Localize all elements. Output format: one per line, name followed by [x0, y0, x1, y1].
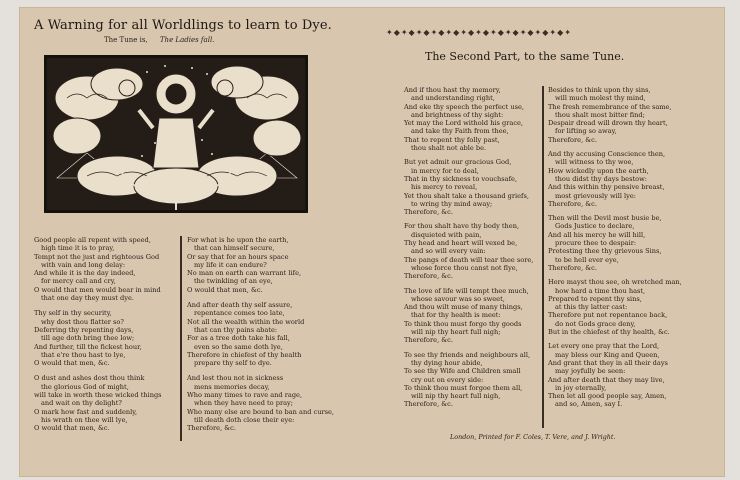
verse-line: when they have need to pray; [194, 399, 293, 408]
verse-line: Deferring thy repenting days, [34, 325, 134, 334]
verse-line: and so will every vain: [411, 247, 486, 256]
verse-line: will nip thy heart full nigh; [411, 328, 501, 337]
verse-line: procure thee to despair: [555, 239, 637, 248]
verse-line: Not all the wealth within the world [187, 317, 305, 326]
verse-line: And grant that they in all their days [548, 358, 668, 367]
verse-line: disquieted with pain, [411, 230, 482, 239]
verse-line: Who many else are bound to ban and curse, [187, 407, 334, 416]
stanza [34, 374, 162, 432]
verse-line: Good people all repent with speed, [34, 236, 151, 244]
stanza [404, 158, 533, 216]
verse-line: Therefore, &c. [404, 400, 453, 409]
stanza [404, 86, 533, 152]
stanza [34, 236, 162, 302]
verse-line: Therefore, &c. [404, 272, 453, 281]
verse-line: For thou shalt have thy body then, [404, 222, 520, 231]
verse-line: Therefore, &c. [404, 336, 453, 345]
verse-line: Yet thou shalt take a thousand griefs, [404, 191, 529, 200]
verse-line: my life it can endure? [194, 260, 267, 269]
verse-line: may bless our King and Queen, [555, 350, 660, 359]
verse-line: And if thou hast thy memory, [404, 86, 501, 94]
verse-line: That to repent thy folly past, [404, 135, 500, 144]
verse-line: will take in worth these wicked things [34, 391, 162, 400]
verse-line: his mercy to reveal, [411, 183, 478, 192]
verse-line: how hard a time thou hast, [555, 286, 646, 295]
verse-line: that e're thou hast to lye, [41, 350, 126, 359]
tune-label: The Tune is, [104, 36, 148, 44]
verse-line: and understanding right, [411, 94, 495, 103]
verse-line: For what is he upon the earth, [187, 236, 289, 244]
verse-line: with vain and long delay: [41, 260, 126, 269]
verse-line: in joy eternally, [555, 383, 607, 392]
verse-line: O would that men would bear in mind [34, 285, 161, 294]
verse-line: But yet admit our gracious God, [404, 158, 512, 167]
part1-column-rule [180, 236, 182, 441]
part2-column-left [404, 86, 533, 415]
stanza [548, 150, 682, 208]
stanza [404, 222, 533, 280]
verse-line: To see thy Wife and Children small [404, 367, 521, 376]
verse-line: Therefore, &c. [187, 424, 236, 433]
verse-line: and so, Amen, say I. [555, 400, 623, 409]
ornament-border: ✦◆✦◆✦◆✦◆✦◆✦◆✦◆✦◆✦◆✦◆✦◆✦◆✦ [386, 28, 572, 37]
verse-line: And after death that they may live, [548, 375, 665, 384]
part1-column-left [34, 236, 162, 440]
verse-line: till age doth bring thee low; [41, 334, 135, 343]
verse-line: Gods Justice to declare, [555, 222, 635, 231]
verse-line: Therefore in chiefest of thy health [187, 350, 302, 359]
verse-line: Therefore, &c. [548, 199, 597, 208]
verse-line: for mercy call and cry, [41, 277, 116, 286]
verse-line: whose savour was so sweet, [411, 294, 505, 303]
verse-line: For as a tree doth take his fall, [187, 334, 290, 343]
verse-line: To think thou must forgo thy goods [404, 319, 522, 328]
verse-line: his wrath on thee will lye, [41, 415, 128, 424]
verse-line: No man on earth can warrant life, [187, 269, 302, 278]
verse-line: will much molest thy mind, [555, 94, 646, 103]
verse-line: And eke thy speech the perfect use, [404, 102, 524, 111]
verse-line: Then will the Devil most busie be, [548, 214, 662, 223]
stanza [187, 301, 334, 367]
verse-line: O would that men, &c. [34, 359, 110, 368]
verse-line: whose force thou canst not flye, [411, 263, 518, 272]
verse-line: thou shalt most bitter find; [555, 110, 645, 119]
woodcut-art [47, 58, 305, 210]
verse-line: in mercy for to deal, [411, 166, 479, 175]
verse-line: Therefore, &c. [548, 135, 597, 144]
second-part-title: The Second Part, to the same Tune. [425, 50, 625, 63]
verse-line: To think thou must forgoe them all, [404, 383, 523, 392]
verse-line: Prepared to repent thy sins, [548, 294, 642, 303]
verse-line: will witness to thy woe, [555, 158, 634, 167]
verse-line: repentance comes too late, [194, 309, 285, 318]
verse-line: Thy head and heart will vexed be, [404, 239, 518, 248]
verse-line: till death doth close their eye: [194, 415, 295, 424]
verse-line: to be hell ever eye, [555, 255, 619, 264]
verse-line: most grievously will lye: [555, 191, 637, 200]
verse-line: cry out on every side: [411, 375, 484, 384]
verse-line: mens memories decay, [194, 382, 270, 391]
stanza [34, 309, 162, 367]
verse-line: prepare thy self to dye. [194, 359, 272, 368]
verse-line: Protesting thee thy grievous Sins, [548, 247, 662, 256]
tune-line [104, 36, 214, 44]
stanza [548, 342, 682, 408]
stanza [187, 236, 334, 294]
verse-line: That in thy sickness to vouchsafe, [404, 174, 518, 183]
verse-line: The love of life will tempt thee much, [404, 286, 529, 295]
verse-line: Tempt not the just and righteous God [34, 252, 160, 261]
verse-line: But in the chiefest of thy health, &c. [548, 328, 670, 337]
verse-line: Despair dread will drown thy heart, [548, 119, 668, 128]
verse-line: And all his mercy he will hill, [548, 230, 646, 239]
woodcut-illustration [44, 55, 308, 213]
stanza [548, 214, 682, 272]
verse-line: and brightness of thy sight: [411, 110, 504, 119]
verse-line: to wring thy mind away; [411, 199, 493, 208]
verse-line: may joyfully be seen: [555, 367, 626, 376]
verse-line: O would that men, &c. [34, 424, 110, 433]
verse-line: for lifting so away, [555, 127, 617, 136]
verse-line: O mark how fast and suddenly, [34, 407, 138, 416]
verse-line: and wait on thy delight? [41, 399, 122, 408]
ballad-title: A Warning for all Worldlings to learn to Dye. [34, 18, 332, 33]
verse-line: thou didst thy days bestow: [555, 174, 647, 183]
verse-line: Besides to think upon thy sins, [548, 86, 651, 94]
stanza [548, 86, 682, 144]
verse-line: Let every one pray that the Lord, [548, 342, 660, 351]
verse-line: The fresh remembrance of the same, [548, 102, 672, 111]
verse-line: Thy self in thy security, [34, 309, 112, 318]
stanza [404, 287, 533, 345]
verse-line: the glorious God of might, [41, 382, 129, 391]
verse-line: the twinkling of an eye, [194, 277, 273, 286]
verse-line: thou shalt not able be. [411, 144, 487, 153]
verse-line: and take thy Faith from thee, [411, 127, 509, 136]
verse-line: The pangs of death will tear thee sore, [404, 255, 534, 264]
verse-line: And thy accusing Conscience then, [548, 150, 666, 159]
verse-line: And while it is the day indeed, [34, 269, 136, 278]
imprint: London, Printed for F. Coles, T. Vere, and J. Wright. [450, 433, 616, 441]
verse-line: How wickedly upon the earth, [548, 166, 649, 175]
verse-line: O would that men, &c. [187, 285, 263, 294]
verse-line: that for thy health is meet: [411, 311, 501, 320]
verse-line: at this thy latter cast: [555, 303, 628, 312]
verse-line: that can himself secure, [194, 244, 275, 253]
verse-line: To see thy friends and neighbours all, [404, 350, 531, 359]
verse-line: And further, till the fickest hour, [34, 342, 142, 351]
verse-line: And thou wilt muse of many things, [404, 303, 523, 312]
part2-column-rule [542, 86, 544, 428]
verse-line: that can thy pains abate: [194, 325, 278, 334]
verse-line: Yet may the Lord withold his grace, [404, 119, 524, 128]
verse-line: why dost thou flatter so? [41, 317, 124, 326]
verse-line: do not Gods grace deny, [555, 319, 636, 328]
verse-line: that one day they must dye. [41, 294, 134, 303]
tune-name: The Ladies fall. [159, 36, 215, 44]
verse-line: high time it is to pray, [41, 244, 115, 253]
stanza [548, 278, 682, 336]
verse-line: Here mayst thou see, oh wretched man, [548, 278, 682, 287]
verse-line: Who many times to rave and rage, [187, 391, 303, 400]
stanza [187, 374, 334, 432]
verse-line: Therefore, &c. [404, 208, 453, 217]
verse-line: thy dying hour abide, [411, 358, 483, 367]
verse-line: And after death thy self assure, [187, 301, 293, 310]
verse-line: And this within thy pensive breast, [548, 183, 665, 192]
part1-column-right [187, 236, 334, 440]
verse-line: And lest thou not in sickness [187, 374, 284, 383]
verse-line: Then let all good people say, Amen, [548, 392, 667, 401]
verse-line: O dust and ashes dost thou think [34, 374, 145, 383]
verse-line: even so the same doth lye, [194, 342, 283, 351]
stanza [404, 351, 533, 409]
verse-line: will nip thy heart full nigh, [411, 392, 501, 401]
verse-line: Or say that for an hours space [187, 252, 289, 261]
part2-column-right [548, 86, 682, 415]
verse-line: Therefore, &c. [548, 263, 597, 272]
verse-line: Therefore put not repentance back, [548, 311, 668, 320]
